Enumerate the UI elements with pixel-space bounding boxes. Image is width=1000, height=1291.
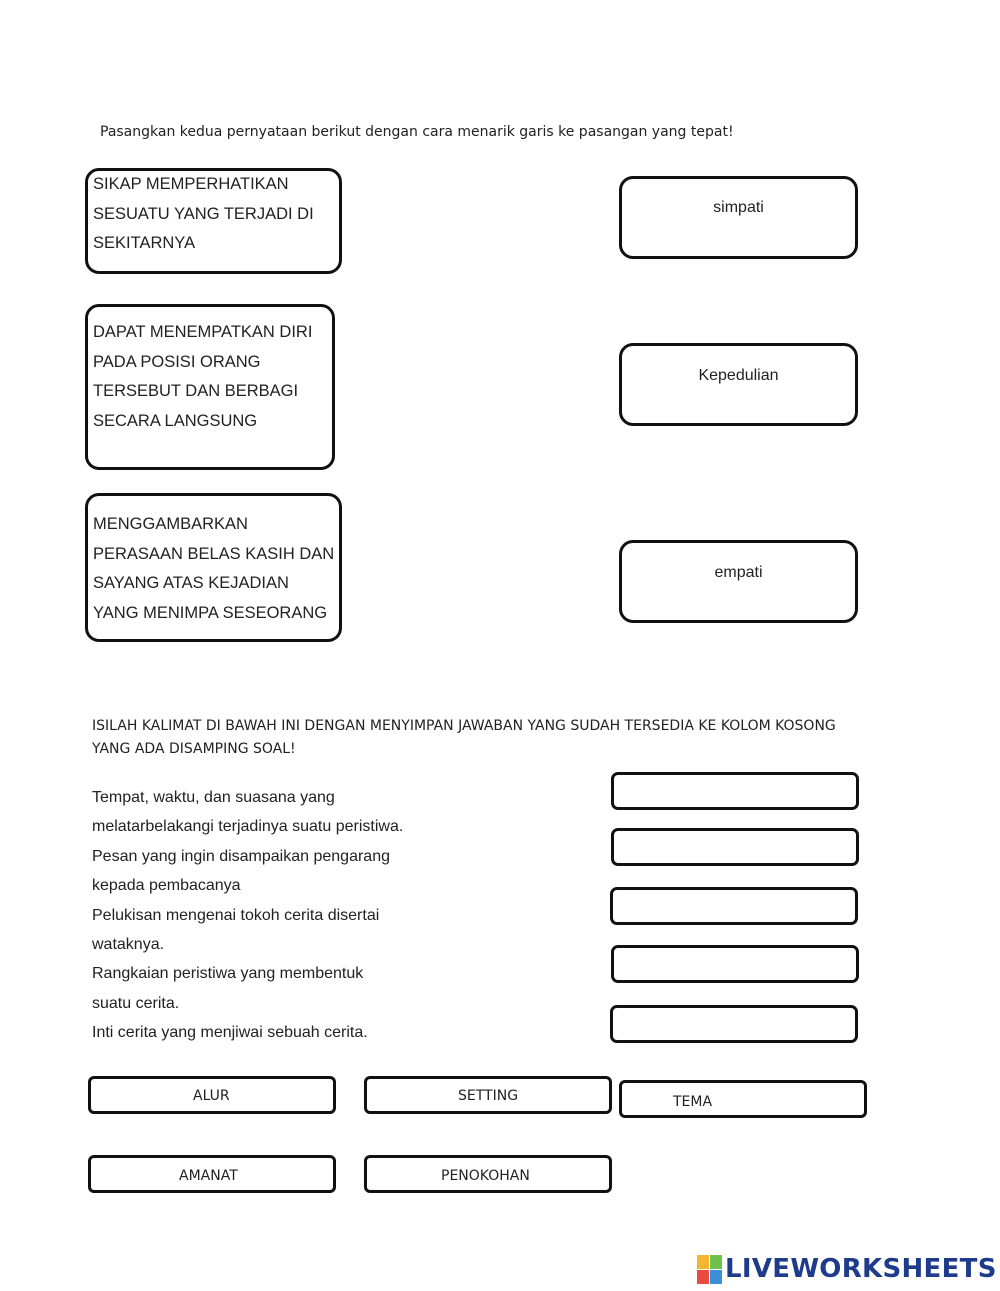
choice-tema[interactable] — [619, 1080, 867, 1118]
answer-box-3[interactable] — [610, 887, 858, 925]
liveworksheets-logo-icon — [697, 1255, 722, 1284]
statement-box-2 — [85, 304, 335, 470]
term-empati-label: empati — [714, 564, 763, 581]
question-line: melatarbelakangi terjadinya suatu peristiwa. — [92, 818, 404, 836]
question-line: Tempat, waktu, dan suasana yang — [92, 789, 335, 806]
choice-setting[interactable] — [364, 1076, 612, 1114]
answer-box-2[interactable] — [611, 828, 859, 866]
statement-3-line-1: MENGGAMBARKAN — [93, 515, 248, 533]
answer-box-4[interactable] — [611, 945, 859, 983]
question-line: Pelukisan mengenai tokoh cerita disertai — [92, 906, 380, 924]
question-line: suatu cerita. — [92, 994, 180, 1012]
statement-2-line-3: TERSEBUT DAN BERBAGI — [93, 382, 299, 400]
statement-box-1 — [85, 168, 342, 274]
statement-2-line-1: DAPAT MENEMPATKAN DIRI — [93, 323, 313, 341]
question-line: Inti cerita yang menjiwai sebuah cerita. — [92, 1024, 368, 1042]
fill-instruction-line-1: ISILAH KALIMAT DI BAWAH INI DENGAN MENYIMPAN JAWABAN YANG SUDAH TERSEDIA KE KOLOM KOSONG — [92, 718, 836, 734]
answer-box-5[interactable] — [610, 1005, 858, 1043]
statement-3-line-2: PERASAAN BELAS KASIH DAN — [93, 544, 335, 563]
statement-box-3 — [85, 493, 342, 642]
question-line: Pesan yang ingin disampaikan pengarang — [92, 847, 390, 865]
fill-instruction-line-2: YANG ADA DISAMPING SOAL! — [92, 741, 296, 757]
answer-box-1[interactable] — [611, 772, 859, 810]
choice-setting-label: SETTING — [458, 1088, 519, 1104]
term-box-empati[interactable] — [619, 540, 858, 623]
choice-penokohan-label: PENOKOHAN — [441, 1168, 530, 1184]
term-kepedulian-label: Kepedulian — [698, 367, 779, 384]
choice-amanat[interactable] — [88, 1155, 336, 1193]
matching-instruction: Pasangkan kedua pernyataan berikut dengan cara menarik garis ke pasangan yang tepat! — [100, 124, 734, 140]
choice-amanat-label: AMANAT — [179, 1168, 238, 1184]
statement-2-line-2: PADA POSISI ORANG — [93, 352, 261, 371]
liveworksheets-logo — [697, 1254, 997, 1284]
choice-alur[interactable] — [88, 1076, 336, 1114]
question-line: kepada pembacanya — [92, 877, 241, 895]
choice-tema-label: TEMA — [673, 1094, 713, 1110]
question-line: Rangkaian peristiwa yang membentuk — [92, 965, 364, 983]
question-list — [92, 783, 403, 1048]
term-box-kepedulian[interactable] — [619, 343, 858, 426]
question-line: wataknya. — [92, 936, 165, 954]
term-simpati-label: simpati — [713, 199, 764, 216]
term-box-simpati[interactable] — [619, 176, 858, 259]
statement-3-line-3: SAYANG ATAS KEJADIAN — [93, 574, 289, 592]
liveworksheets-logo-text: LIVEWORKSHEETS — [725, 1254, 997, 1284]
statement-1-line-3: SEKITARNYA — [93, 234, 196, 252]
choice-penokohan[interactable] — [364, 1155, 612, 1193]
choice-alur-label: ALUR — [193, 1088, 230, 1104]
statement-1-line-2: SESUATU YANG TERJADI DI — [93, 204, 314, 223]
statement-2-line-4: SECARA LANGSUNG — [93, 411, 258, 430]
statement-1-line-1: SIKAP MEMPERHATIKAN — [93, 175, 289, 193]
statement-3-line-4: YANG MENIMPA SESEORANG — [93, 603, 328, 622]
